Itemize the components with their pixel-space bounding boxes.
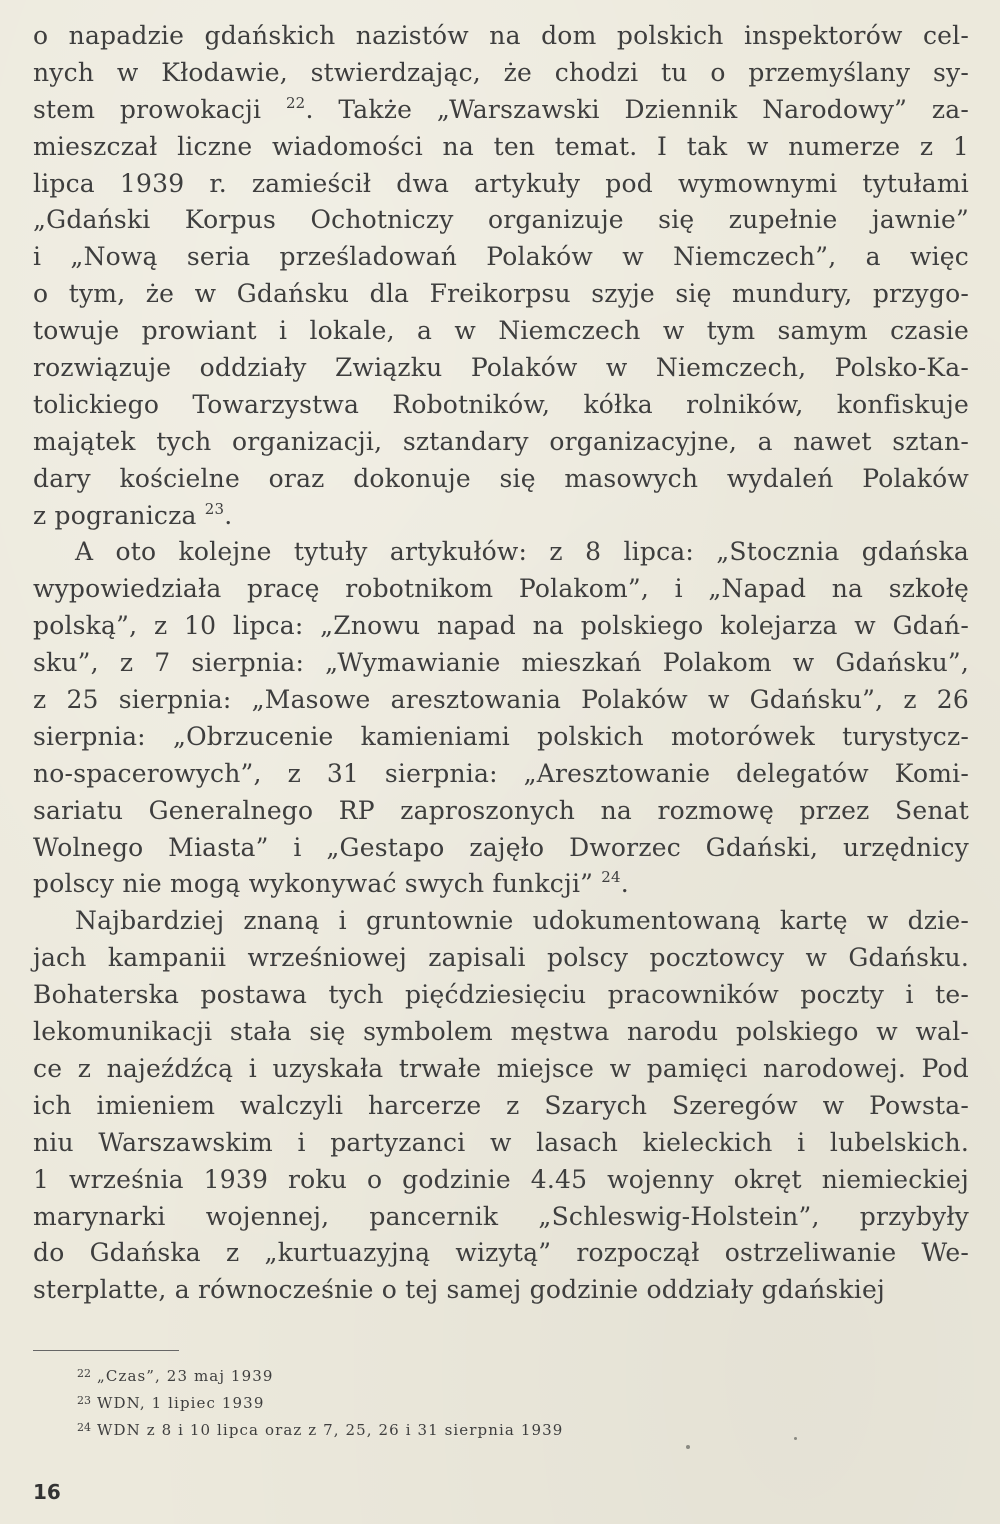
text-run: stem prowokacji: [33, 94, 286, 124]
text-line: [33, 387, 969, 424]
text-run: lipca 1939 r. zamieścił dwa artykuły pod wymownymi tytułami: [33, 168, 969, 198]
footnote: [77, 1360, 877, 1387]
footnote-reference: 23: [204, 499, 225, 518]
text-run: ich imieniem walczyli harcerze z Szarych Szeregów w Powsta-: [33, 1090, 969, 1120]
text-run: Wolnego Miasta” i „Gestapo zajęło Dworzec Gdański, urzędnicy: [33, 832, 969, 862]
text-line: [33, 719, 969, 756]
footnotes: [77, 1360, 877, 1441]
text-run: sariatu Generalnego RP zaproszonych na rozmowę przez Senat: [33, 795, 969, 825]
text-line: [33, 571, 969, 608]
text-line: [33, 1199, 969, 1236]
footnote-number: 23: [77, 1394, 91, 1407]
text-run: majątek tych organizacji, sztandary organizacyjne, a nawet sztan-: [33, 426, 969, 456]
paragraph: [33, 534, 969, 903]
text-line: [33, 313, 969, 350]
text-line: [33, 1088, 969, 1125]
text-run: z 25 sierpnia: „Masowe aresztowania Polaków w Gdańsku”, z 26: [33, 685, 969, 715]
footnote-text: „Czas”, 23 maj 1939: [97, 1367, 274, 1385]
text-line: [33, 461, 969, 498]
text-line: [33, 276, 969, 313]
text-run: dary kościelne oraz dokonuje się masowych wydaleń Polaków: [33, 463, 969, 493]
text-run: z pogranicza: [33, 500, 205, 530]
footnote: [77, 1414, 877, 1441]
print-speck: [686, 1445, 690, 1449]
text-line: [33, 424, 969, 461]
text-run: Najbardziej znaną i gruntownie udokumentowaną kartę w dzie-: [75, 906, 969, 936]
text-line: [33, 940, 969, 977]
text-line: [33, 608, 969, 645]
text-line: [33, 903, 969, 940]
text-run: sku”, z 7 sierpnia: „Wymawianie mieszkań Polakom w Gdańsku”,: [33, 648, 969, 678]
paragraph: [33, 18, 969, 534]
text-run: do Gdańska z „kurtuazyjną wizytą” rozpoczął ostrzeliwanie We-: [33, 1238, 969, 1268]
text-line: [33, 534, 969, 571]
paragraph: [33, 903, 969, 1309]
footnote: [77, 1387, 877, 1414]
text-line: [33, 645, 969, 682]
text-line: [33, 350, 969, 387]
footnote-number: 24: [77, 1421, 91, 1434]
text-run: mieszczał liczne wiadomości na ten temat. I tak w numerze z 1: [33, 131, 969, 161]
text-run: polską”, z 10 lipca: „Znowu napad na polskiego kolejarza w Gdań-: [33, 611, 969, 641]
text-run: towuje prowiant i lokale, a w Niemczech w tym samym czasie: [33, 316, 969, 346]
text-line: [33, 92, 969, 129]
text-run: i „Nową seria prześladowań Polaków w Niemczech”, a więc: [33, 242, 969, 272]
text-line: [33, 166, 969, 203]
text-line: [33, 129, 969, 166]
text-line: [33, 1272, 969, 1309]
text-line: [33, 1014, 969, 1051]
footnote-text: WDN, 1 lipiec 1939: [97, 1394, 265, 1412]
text-line: [33, 1162, 969, 1199]
text-run: sierpnia: „Obrzucenie kamieniami polskich motorówek turystycz-: [33, 721, 969, 751]
text-run: .: [224, 500, 233, 530]
text-line: [33, 830, 969, 867]
text-line: [33, 1235, 969, 1272]
text-line: [33, 55, 969, 92]
text-run: tolickiego Towarzystwa Robotników, kółka rolników, konfiskuje: [33, 389, 969, 419]
footnote-number: 22: [77, 1367, 91, 1380]
text-run: polscy nie mogą wykonywać swych funkcji”: [33, 869, 602, 899]
text-run: ce z najeźdźcą i uzyskała trwałe miejsce w pamięci narodowej. Pod: [33, 1053, 969, 1083]
footnote-text: WDN z 8 i 10 lipca oraz z 7, 25, 26 i 31 sierpnia 1939: [97, 1421, 564, 1439]
text-line: [33, 498, 969, 535]
text-run: A oto kolejne tytuły artykułów: z 8 lipca: „Stocznia gdańska: [75, 537, 969, 567]
text-run: jach kampanii wrześniowej zapisali polscy pocztowcy w Gdańsku.: [33, 943, 969, 973]
text-run: Bohaterska postawa tych pięćdziesięciu pracowników poczty i te-: [33, 980, 969, 1010]
text-run: sterplatte, a równocześnie o tej samej godzinie oddziały gdańskiej: [33, 1275, 885, 1305]
text-run: .: [620, 869, 629, 899]
footnote-separator: [33, 1350, 179, 1351]
text-line: [33, 682, 969, 719]
text-line: [33, 793, 969, 830]
text-line: [33, 866, 969, 903]
text-run: . Także „Warszawski Dziennik Narodowy” za-: [305, 94, 969, 124]
text-run: lekomunikacji stała się symbolem męstwa narodu polskiego w wal-: [33, 1017, 969, 1047]
text-line: [33, 239, 969, 276]
text-line: [33, 756, 969, 793]
text-run: no-spacerowych”, z 31 sierpnia: „Aresztowanie delegatów Komi-: [33, 758, 969, 788]
page-number: 16: [33, 1480, 61, 1504]
text-line: [33, 977, 969, 1014]
main-text: [33, 18, 969, 1309]
footnote-reference: 24: [601, 868, 621, 887]
text-run: o tym, że w Gdańsku dla Freikorpsu szyje się mundury, przygo-: [33, 279, 969, 309]
text-line: [33, 18, 969, 55]
print-speck: [794, 1437, 797, 1440]
text-run: wypowiedziała pracę robotnikom Polakom”, i „Napad na szkołę: [33, 574, 969, 604]
text-run: rozwiązuje oddziały Związku Polaków w Niemczech, Polsko-Ka-: [33, 353, 969, 383]
text-run: nych w Kłodawie, stwierdzając, że chodzi tu o przemyślany sy-: [33, 57, 969, 87]
footnote-reference: 22: [285, 93, 306, 112]
text-run: niu Warszawskim i partyzanci w lasach kieleckich i lubelskich.: [33, 1127, 969, 1157]
text-line: [33, 1125, 969, 1162]
text-run: 1 września 1939 roku o godzinie 4.45 wojenny okręt niemieckiej: [33, 1164, 969, 1194]
text-run: o napadzie gdańskich nazistów na dom polskich inspektorów cel-: [33, 21, 969, 50]
text-line: [33, 1051, 969, 1088]
text-run: marynarki wojennej, pancernik „Schleswig-Holstein”, przybyły: [33, 1201, 969, 1231]
text-run: „Gdański Korpus Ochotniczy organizuje się zupełnie jawnie”: [33, 205, 969, 235]
text-line: [33, 202, 969, 239]
